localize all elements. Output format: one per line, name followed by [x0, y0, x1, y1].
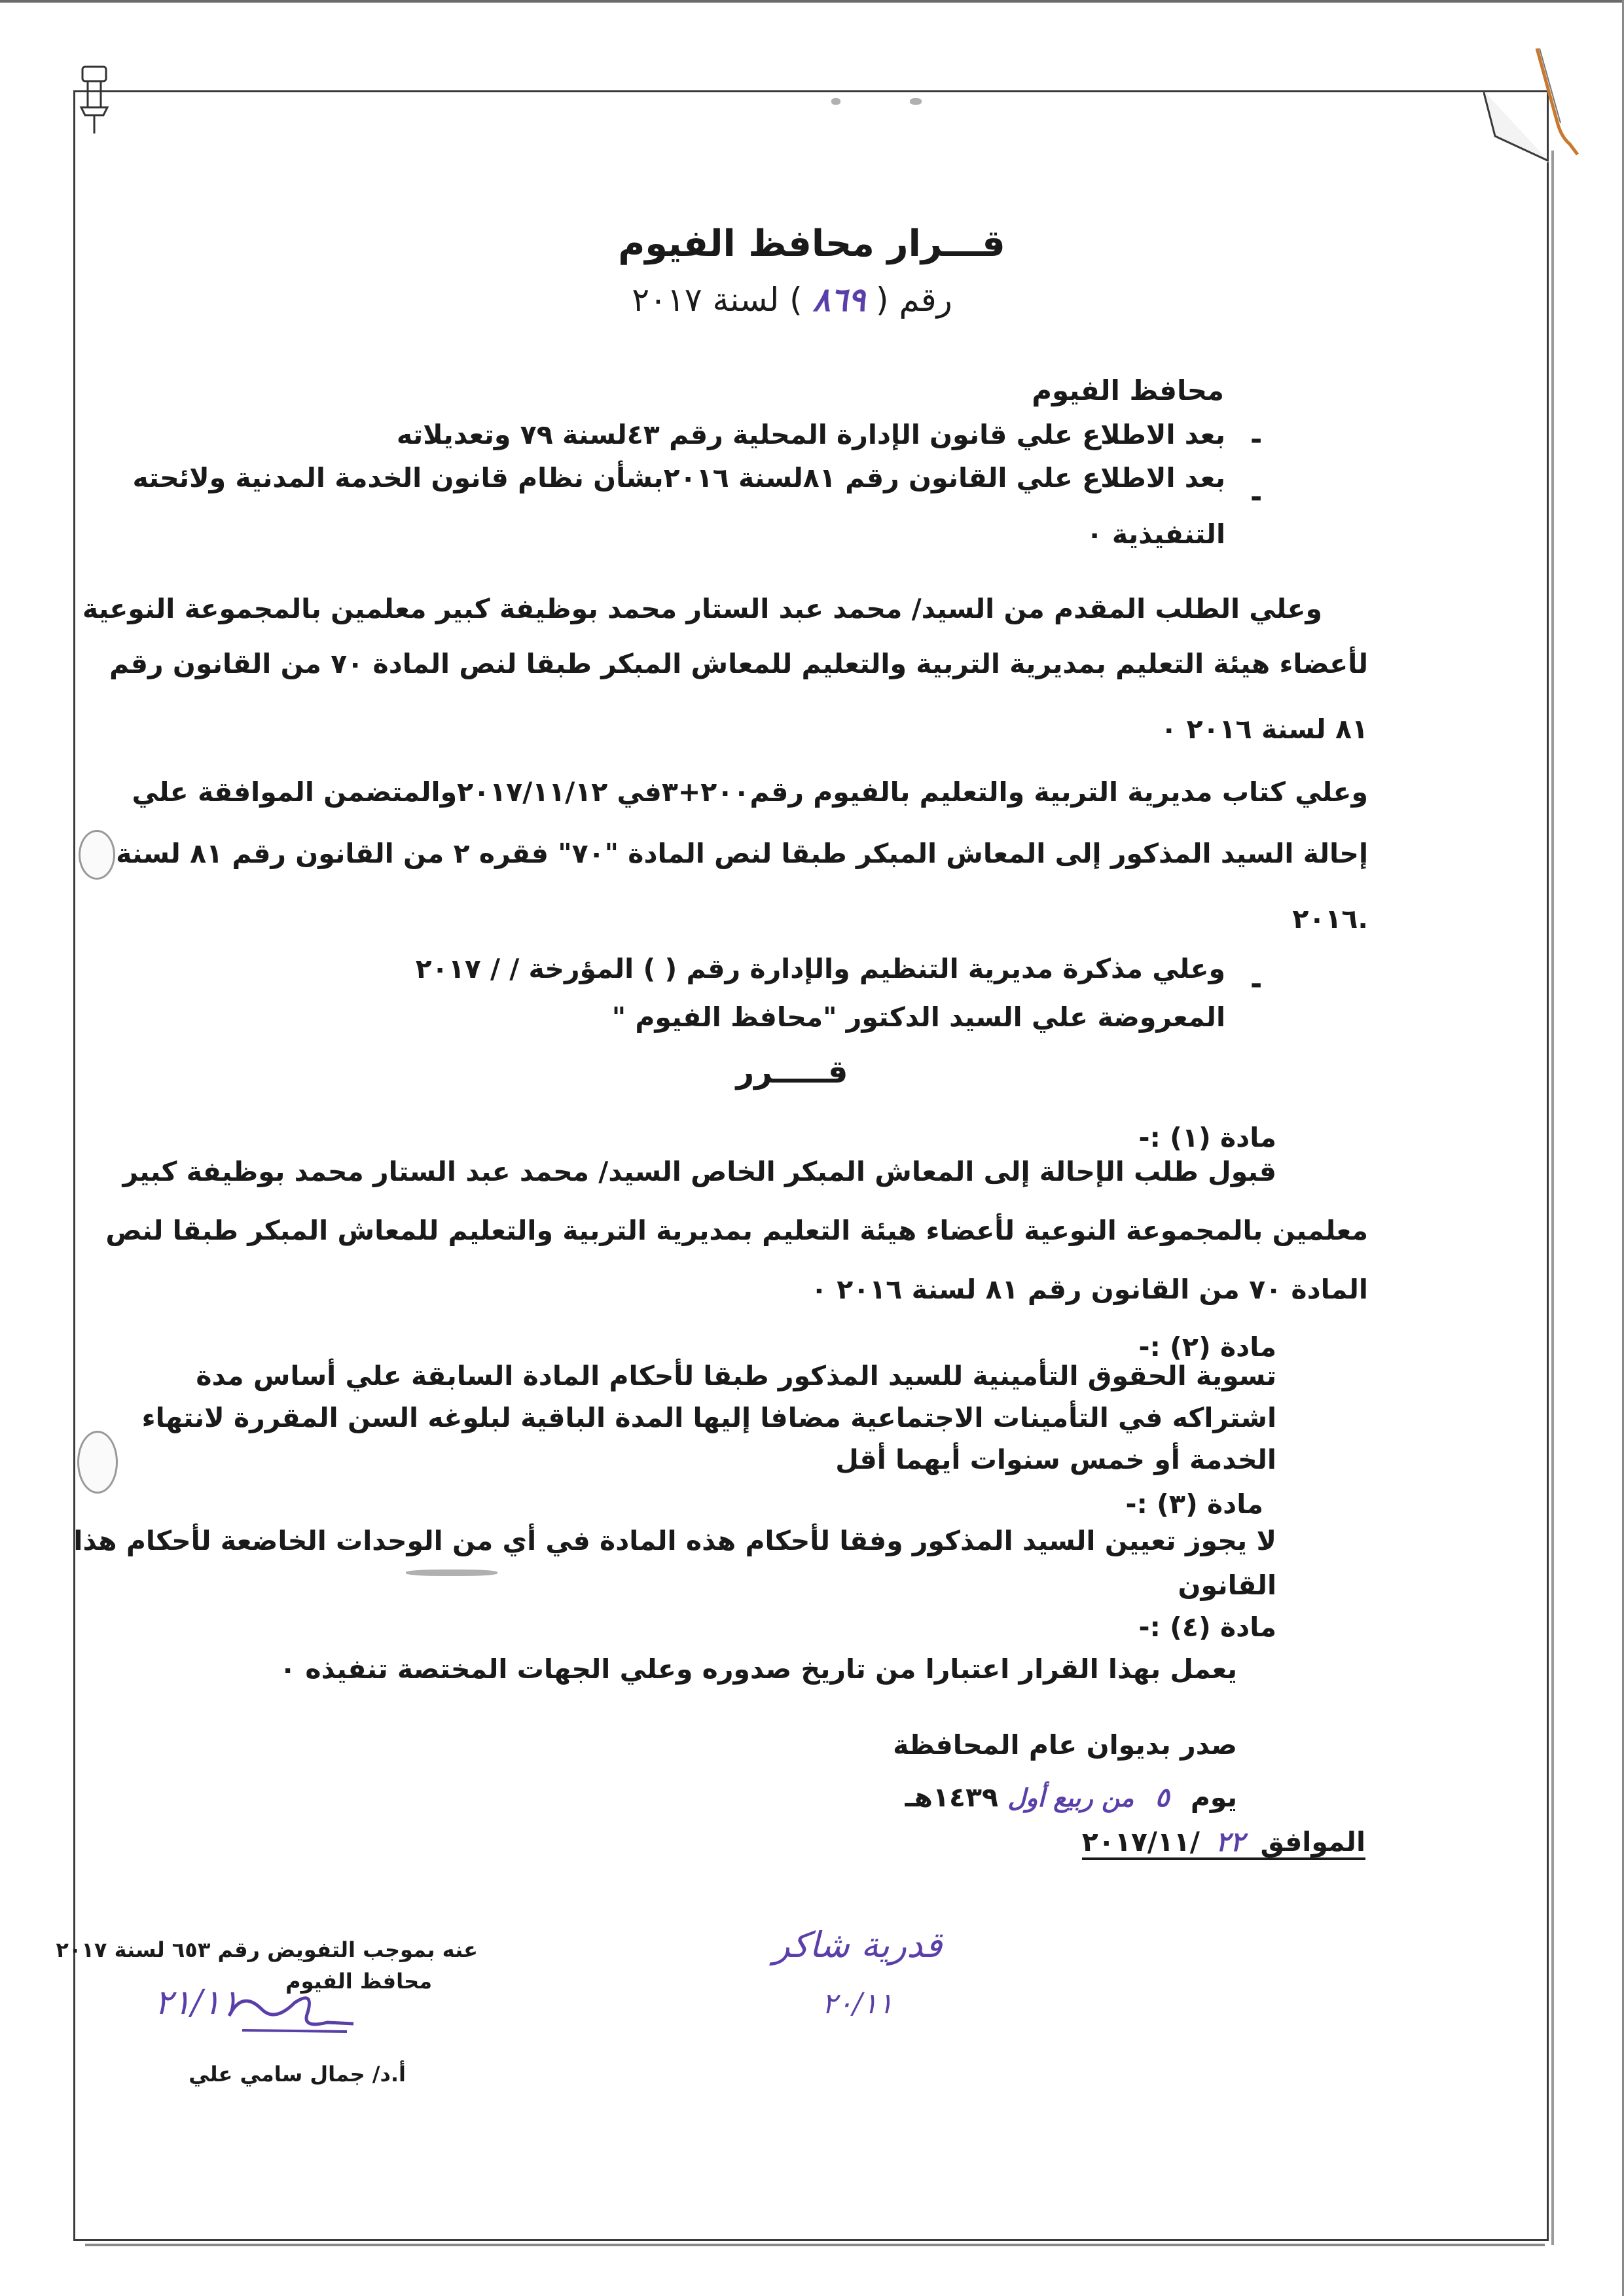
article-line: يعمل بهذا القرار اعتبارا من تاريخ صدوره وعلي الجهات المختصة تنفيذه ٠ — [280, 1653, 1237, 1685]
preamble-item: بعد الاطلاع علي القانون رقم ٨١لسنة ٢٠١٦بشأن نظام قانون الخدمة المدنية ولائحته — [132, 462, 1225, 493]
memo-line: وعلي مذكرة مديرية التنظيم والإدارة رقم ( ) المؤرخة / / ٢٠١٧ — [415, 953, 1225, 984]
gregorian-day-handwritten: ٢٢ — [1216, 1826, 1245, 1857]
preamble-item-continuation: التنفيذية ٠ — [1086, 518, 1225, 550]
article-line: القانون — [1178, 1570, 1276, 1601]
signature-title: محافظ الفيوم — [285, 1969, 432, 1994]
scan-smudge — [910, 98, 922, 105]
hijri-prefix: يوم — [1190, 1782, 1237, 1813]
request-paragraph-line: ٨١ لسنة ٢٠١٦ ٠ — [1161, 713, 1368, 745]
delegation-line: عنه بموجب التفويض رقم ٦٥٣ لسنة ٢٠١٧ — [56, 1937, 478, 1962]
push-pin-icon — [77, 64, 117, 136]
paper-shadow-bottom — [85, 2244, 1545, 2246]
reviewer-date-handwritten: ٢٠/١١ — [821, 1987, 893, 2020]
paper-shadow-right — [1551, 151, 1554, 2245]
letter-paragraph-line: إحالة السيد المذكور إلى المعاش المبكر طبقا لنص المادة "٧٠" فقره ٢ من القانون رقم ٨١ لسنة — [116, 838, 1368, 869]
gregorian-rest: /٢٠١٧/١١ — [1081, 1826, 1200, 1857]
letter-paragraph-line: وعلي كتاب مديرية التربية والتعليم بالفيوم رقم٢٠٠+٣في ٢٠١٧/١١/١٢والمتضمن الموافقة علي — [132, 776, 1368, 808]
scan-smudge — [406, 1570, 497, 1576]
article-line: معلمين بالمجموعة النوعية لأعضاء هيئة التعليم بمديرية التربية والتعليم للمعاش المبكر طبقا لنص — [105, 1215, 1368, 1246]
authority-heading: محافظ الفيوم — [1032, 374, 1224, 406]
decree-number-handwritten: ٨٦٩ — [812, 280, 866, 319]
hijri-year: ١٤٣٩هـ — [905, 1782, 999, 1813]
bullet-dash: - — [1250, 480, 1263, 514]
article-line: المادة ٧٠ من القانون رقم ٨١ لسنة ٢٠١٦ ٠ — [810, 1274, 1368, 1305]
number-suffix: ) لسنة ٢٠١٧ — [632, 281, 803, 319]
paper-clip-icon — [1532, 46, 1584, 157]
hijri-day-handwritten: ٥ — [1155, 1782, 1170, 1813]
gregorian-date-underlined — [1082, 1826, 1365, 1860]
article-heading: مادة (٣) :- — [1125, 1488, 1263, 1520]
scan-smudge — [831, 98, 840, 105]
article-line: تسوية الحقوق التأمينية للسيد المذكور طبقا لأحكام المادة السابقة علي أساس مدة — [196, 1360, 1276, 1391]
letter-paragraph-line: ٢٠١٦. — [1292, 903, 1368, 935]
decree-title: قـــرار محافظ الفيوم — [618, 223, 1005, 265]
article-line: قبول طلب الإحالة إلى المعاش المبكر الخاص السيد/ محمد عبد الستار محمد بوظيفة كبير — [122, 1156, 1276, 1187]
gregorian-prefix: الموافق — [1260, 1826, 1365, 1857]
hijri-month-handwritten: من ربيع أول — [1007, 1783, 1134, 1812]
bullet-dash: - — [1250, 423, 1263, 456]
scan-edge-top — [0, 0, 1624, 3]
gregorian-date-line — [1074, 1826, 1365, 1857]
article-line: اشتراكه في التأمينات الاجتماعية مضافا إليها المدة الباقية لبلوغه السن المقررة لانتهاء — [141, 1402, 1276, 1433]
punch-hole — [79, 830, 115, 880]
signature-date-handwritten: ٢١/١١ — [154, 1983, 240, 2022]
hijri-date-line — [871, 1782, 1237, 1813]
signatory-name: أ.د/ جمال سامي علي — [189, 2062, 406, 2087]
article-heading: مادة (١) :- — [1138, 1122, 1276, 1153]
request-paragraph-line: لأعضاء هيئة التعليم بمديرية التربية والتعليم للمعاش المبكر طبقا لنص المادة ٧٠ من القانون رقم — [109, 648, 1368, 679]
decree-number-line — [563, 280, 1021, 319]
decision-heading: قـــــرر — [736, 1054, 848, 1090]
reviewer-name-handwritten: قدرية شاكر — [772, 1924, 943, 1965]
preamble-item: بعد الاطلاع علي قانون الإدارة المحلية رقم ٤٣لسنة ٧٩ وتعديلاته — [396, 419, 1225, 450]
bullet-dash: - — [1250, 967, 1263, 1001]
article-line: لا يجوز تعيين السيد المذكور وفقا لأحكام هذه المادة في أي من الوحدات الخاضعة لأحكام هذا — [73, 1525, 1276, 1556]
memo-line: المعروضة علي السيد الدكتور "محافظ الفيوم " — [611, 1001, 1225, 1033]
punch-hole — [77, 1431, 118, 1494]
number-prefix: رقم ( — [876, 281, 952, 319]
article-heading: مادة (٢) :- — [1138, 1331, 1276, 1363]
article-line: الخدمة أو خمس سنوات أيهما أقل — [835, 1444, 1276, 1475]
article-heading: مادة (٤) :- — [1138, 1611, 1276, 1643]
request-paragraph-line: وعلي الطلب المقدم من السيد/ محمد عبد الستار محمد بوظيفة كبير معلمين بالمجموعة النوعية — [82, 593, 1322, 624]
issuance-line: صدر بديوان عام المحافظة — [893, 1729, 1237, 1761]
